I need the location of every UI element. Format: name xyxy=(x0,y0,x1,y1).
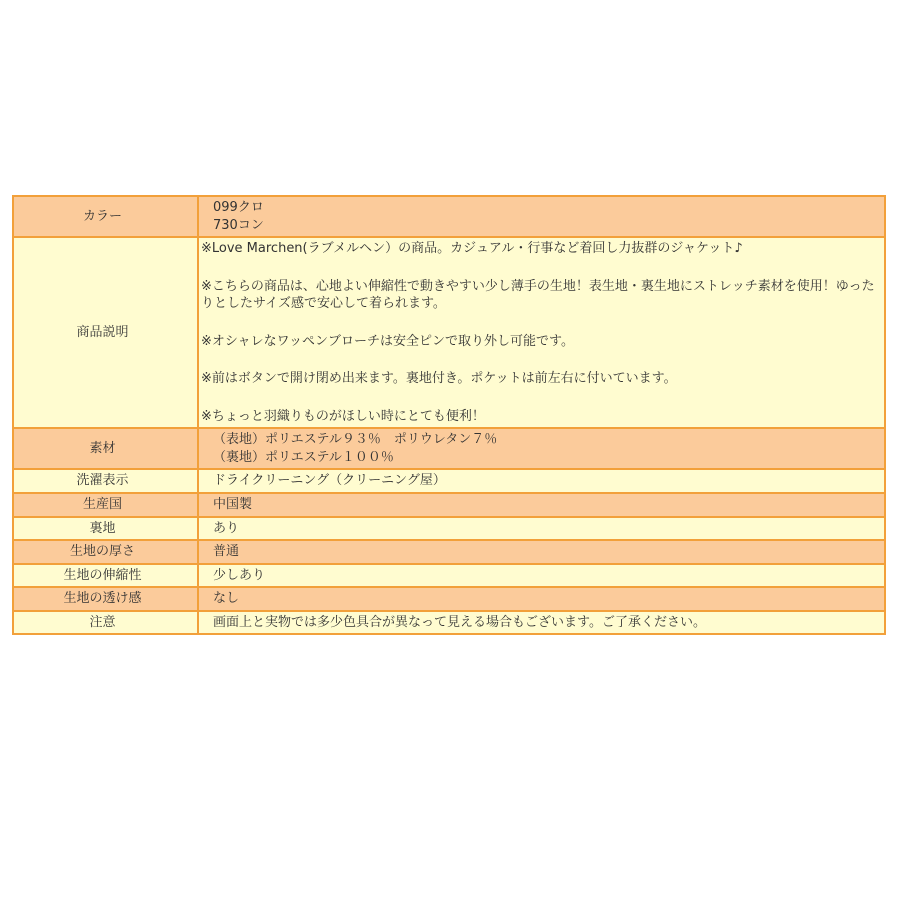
spec-value: 画面上と実物では多少色具合が異なって見える場合もございます。ご了承ください。 xyxy=(198,611,885,635)
description-paragraph: ※オシャレなワッペンブローチは安全ピンで取り外し可能です。 xyxy=(201,333,574,349)
spec-value xyxy=(198,428,885,469)
spec-label: 生地の透け感 xyxy=(13,587,198,611)
spec-value: ドライクリーニング（クリーニング屋） xyxy=(198,469,885,493)
spec-value: 普通 xyxy=(198,540,885,564)
spec-row-washing xyxy=(13,469,885,493)
spec-row-material xyxy=(13,428,885,469)
description-paragraph: ※ちょっと羽織りものがほしい時にとても便利！ xyxy=(201,408,485,424)
spec-row-color xyxy=(13,196,885,237)
spec-value: 少しあり xyxy=(198,564,885,588)
color-option: 730コン xyxy=(213,217,264,233)
description-paragraph: ※前はボタンで開け閉め出来ます。裏地付き。ポケットは前左右に付いています。 xyxy=(201,371,677,387)
spec-label: 洗濯表示 xyxy=(13,469,198,493)
spec-value xyxy=(198,237,885,428)
spec-label: 素材 xyxy=(13,428,198,469)
spec-label: 裏地 xyxy=(13,517,198,541)
description-paragraph: ※こちらの商品は、心地よい伸縮性で動きやすい少し薄手の生地！表生地・裏生地にストレッチ素材を使用！ゆったりとしたサイズ感で安心して着られます。 xyxy=(201,278,875,312)
spec-row-thickness xyxy=(13,540,885,564)
spec-label: 生地の伸縮性 xyxy=(13,564,198,588)
spec-value: あり xyxy=(198,517,885,541)
spec-row-stretch xyxy=(13,564,885,588)
spec-label: 生地の厚さ xyxy=(13,540,198,564)
spec-label: カラー xyxy=(13,196,198,237)
color-option: 099クロ xyxy=(213,200,264,215)
spec-row-description xyxy=(13,237,885,428)
description-paragraph: ※Love Marchen(ラブメルヘン）の商品。カジュアル・行事など着回し力抜群のジャケット♪ xyxy=(201,241,743,257)
product-spec-table xyxy=(12,195,886,635)
spec-value: 中国製 xyxy=(198,493,885,517)
spec-value: なし xyxy=(198,587,885,611)
spec-label: 生産国 xyxy=(13,493,198,517)
spec-label: 商品説明 xyxy=(13,237,198,428)
spec-value xyxy=(198,196,885,237)
material-line: （裏地）ポリエステル１００％ xyxy=(213,449,394,465)
material-line: （表地）ポリエステル９３％ ポリウレタン７％ xyxy=(213,432,498,448)
spec-row-notice xyxy=(13,611,885,635)
spec-row-lining xyxy=(13,517,885,541)
spec-row-sheerness xyxy=(13,587,885,611)
spec-label: 注意 xyxy=(13,611,198,635)
spec-row-origin xyxy=(13,493,885,517)
